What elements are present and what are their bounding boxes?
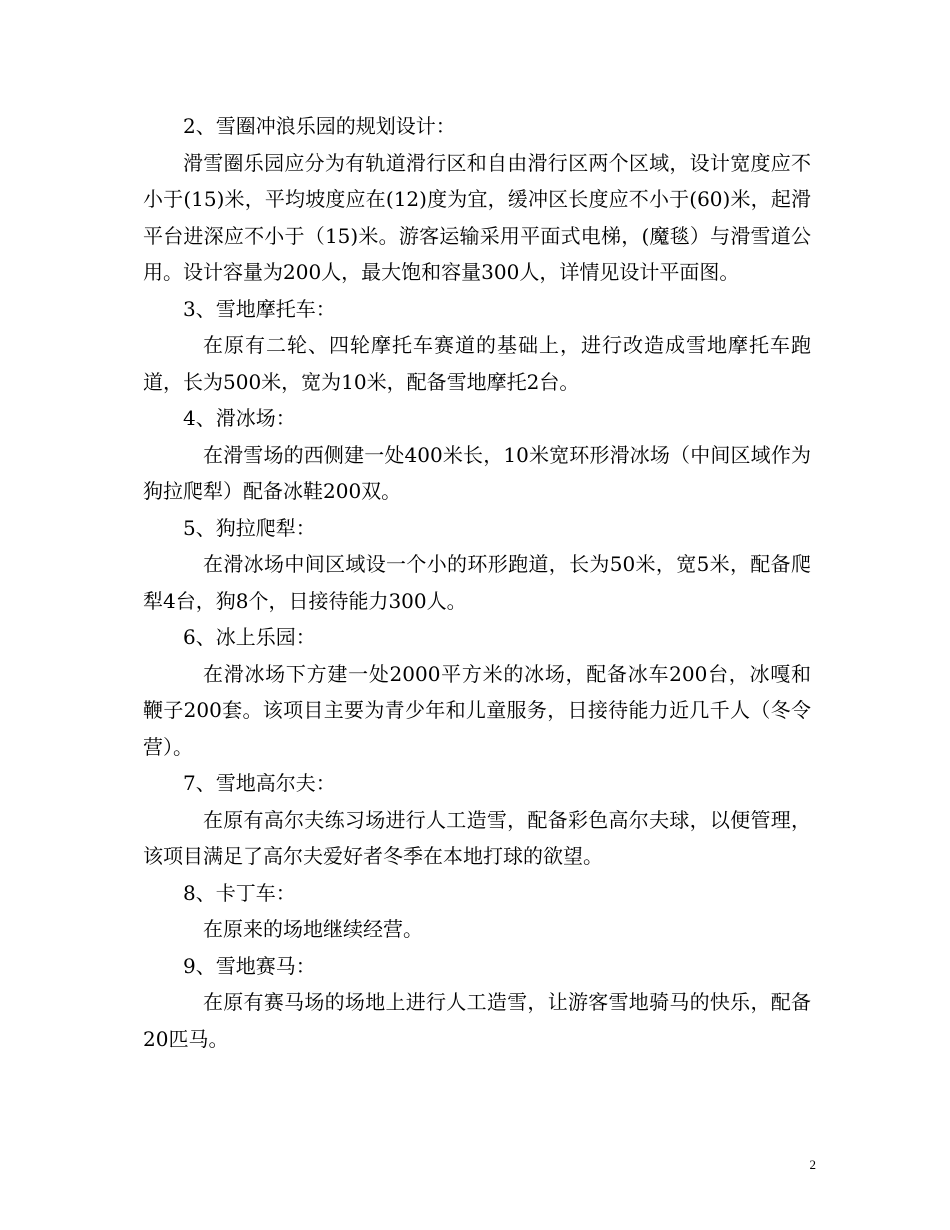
paragraph-snow-golf: 在原有高尔夫练习场进行人工造雪，配备彩色高尔夫球，以便管理，该项目满足了高尔夫爱好者冬季在本地打球的欲望。	[143, 807, 811, 868]
section-heading-snow-horse-racing: 9、雪地赛马：	[183, 953, 316, 978]
paragraph-kart: 在原来的场地继续经营。	[203, 917, 423, 941]
paragraph-ice-rink: 在滑雪场的西侧建一处400米长，10米宽环形滑冰场（中间区域作为狗拉爬犁）配备冰鞋200双。	[143, 442, 811, 503]
section-heading-snow-golf: 7、雪地高尔夫：	[183, 771, 336, 795]
section-heading-kart: 8、卡丁车：	[183, 880, 296, 905]
section-heading-dog-sled: 5、狗拉爬犁：	[183, 515, 316, 540]
paragraph-snow-horse-racing: 在原有赛马场的场地上进行人工造雪，让游客雪地骑马的快乐，配备20匹马。	[143, 990, 811, 1051]
paragraph-snow-tube-park: 滑雪圈乐园应分为有轨道滑行区和自由滑行区两个区域，设计宽度应不小于(15)米，平均坡度应在(12)度为宜，缓冲区长度应不小于(60)米，起滑平台进深应不小于（15)米。游客运输采用平面式电梯，(魔毯）与滑雪道公用。设计容量为200人，最大饱和容量300人，详情见设计平面图。	[143, 150, 811, 284]
section-heading-snow-tube-park: 2、雪圈冲浪乐园的规划设计：	[183, 114, 456, 138]
section-heading-ice-park: 6、冰上乐园：	[183, 625, 316, 649]
paragraph-dog-sled: 在滑冰场中间区域设一个小的环形跑道，长为50米，宽5米，配备爬犁4台，狗8个，日接待能力300人。	[143, 552, 811, 613]
paragraph-ice-park: 在滑冰场下方建一处2000平方米的冰场，配备冰车200台，冰嘎和鞭子200套。该项目主要为青少年和儿童服务，日接待能力近几千人（冬令营）。	[143, 661, 811, 759]
document-body	[143, 108, 811, 1057]
section-heading-ice-rink: 4、滑冰场：	[183, 406, 296, 430]
paragraph-snowmobile: 在原有二轮、四轮摩托车赛道的基础上，进行改造成雪地摩托车跑道，长为500米，宽为10米，配备雪地摩托2台。	[143, 333, 811, 394]
page-number: 2	[809, 1157, 816, 1172]
section-heading-snowmobile: 3、雪地摩托车：	[183, 296, 336, 321]
